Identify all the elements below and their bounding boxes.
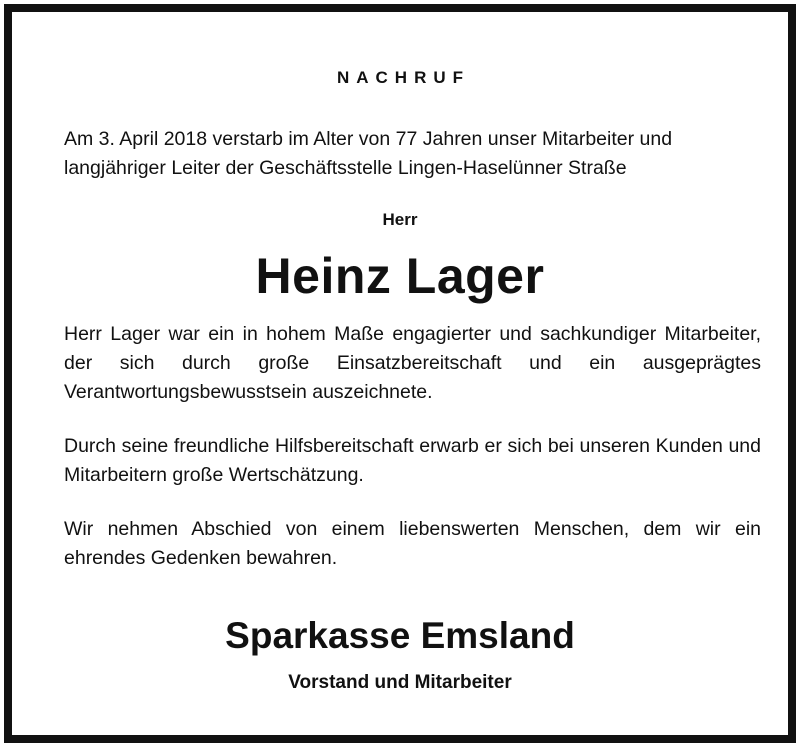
tribute-paragraph-3: Wir nehmen Abschied von einem liebenswerten Menschen, dem wir ein ehrendes Gedenken bewahren.: [64, 518, 761, 569]
notice-heading: NACHRUF: [336, 68, 471, 87]
salutation: Herr: [382, 210, 418, 229]
deceased-name: Heinz Lager: [255, 248, 545, 304]
obituary-frame: [4, 4, 796, 743]
organization-name: Sparkasse Emsland: [225, 615, 575, 656]
organization-subtitle: Vorstand und Mitarbeiter: [288, 672, 512, 693]
intro-text: Am 3. April 2018 verstarb im Alter von 77 Jahren unser Mitarbeiter und langjähriger Leiter der Geschäftsstelle Lingen-Haselünner Straße: [64, 128, 673, 179]
tribute-paragraph-2: Durch seine freundliche Hilfsbereitschaft erwarb er sich bei unseren Kunden und Mitarbeitern große Wertschätzung.: [64, 435, 761, 486]
tribute-paragraph-1: Herr Lager war ein in hohem Maße engagierter und sachkundiger Mitarbeiter, der sich durch große Einsatzbereitschaft und ein ausgeprägtes Verantwortungsbewusstsein auszeichnete.: [64, 323, 761, 403]
